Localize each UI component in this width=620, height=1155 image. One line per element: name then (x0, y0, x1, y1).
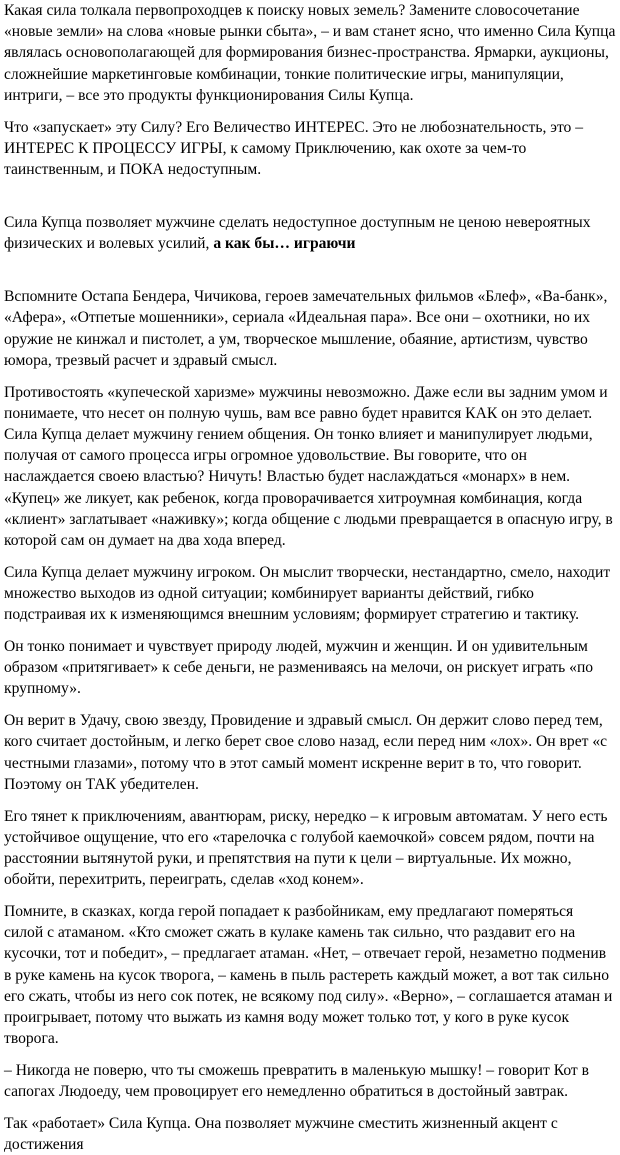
paragraph-10: Помните, в сказках, когда герой попадает к разбойникам, ему предлагают померяться силой с атаманом. «Кто сможет сжать в кулаке камень так сильно, что раздавит его на кусочки, тот и победит», – предлагает атаман. «Нет, – отвечает герой, незаметно подменив в руке камень на кусок творога, – камень в пыль растереть каждый может, а вот так сильно его сжать, чтобы из него сок потек, не всякому под силу». «Верно», – соглашается атаман и проигрывает, потому что выжать из камня воду может только тот, у кого в руке кусок творога. (4, 903, 613, 1048)
paragraph-3 (4, 212, 616, 254)
paragraph-6: Сила Купца делает мужчину игроком. Он мыслит творчески, нестандартно, смело, находит множество выходов из одной ситуации; комбинирует варианты действий, гибко подстраивая их к изменяющимся внешним условиям; формирует стратегию и тактику. (4, 563, 611, 624)
document-page (4, 0, 616, 1154)
paragraph-9: Его тянет к приключениям, авантюрам, риску, нередко – к игровым автоматам. У него есть устойчивое ощущение, что его «тарелочка с голубой каемочкой» совсем рядом, почти на расстоянии вытянутой руки, и препятствия на пути к цели – виртуальные. Их можно, обойти, перехитрить, переиграть, сделав «ход конем». (4, 807, 608, 889)
paragraph-3-text: Сила Купца позволяет мужчине сделать недоступное доступным не ценою невероятных физических и волевых усилий, (4, 214, 591, 253)
paragraph-4: Вспомните Остапа Бендера, Чичикова, героев замечательных фильмов «Блеф», «Ва-банк», «Афера», «Отпетые мошенники», сериала «Идеальная пара». Все они – охотники, но их оружие не кинжал и пистолет, а ум, творческое мышление, обаяние, артистизм, чувство юмора, трезвый расчет и здравый смысл. (4, 288, 608, 369)
paragraph-12: Так «работает» Сила Купца. Она позволяет мужчине сместить жизненный акцент с достижения (4, 1115, 558, 1154)
paragraph-2: Что «запускает» эту Силу? Его Величество ИНТЕРЕС. Это не любознательность, это – ИНТЕРЕС К ПРОЦЕССУ ИГРЫ, к самому Приключению, как охоте за чем-то таинственным, и ПОКА недоступным. (4, 118, 584, 179)
paragraph-5: Противостоять «купеческой харизме» мужчины невозможно. Даже если вы задним умом и понимаете, что несет он полную чушь, вам все равно будет нравится КАК он это делает. Сила Купца делает мужчину гением общения. Он тонко влияет и манипулирует людьми, получая от самого процесса игры огромное удовольствие. Вы говорите, что он наслаждается своею властью? Ничуть! Властью будет наслаждаться «монарх» в нем. «Купец» же ликует, как ребенок, когда проворачивается хитроумная комбинация, когда «клиент» заглатывает «наживку»; когда общение с людьми превращается в опасную игру, в которой сам он думает на два хода вперед. (4, 383, 613, 550)
paragraph-3-bold-text: а как бы… играючи (213, 235, 356, 253)
paragraph-7: Он тонко понимает и чувствует природу людей, мужчин и женщин. И он удивительным образом «притягивает» к себе деньги, не размениваясь на мелочи, он рискует играть «по крупному». (4, 638, 594, 698)
paragraph-1: Какая сила толкала первопроходцев к поиску новых земель? Замените словосочетание «новые земли» на слова «новые рынки сбыта», – и вам станет ясно, что именно Сила Купца являлась основополагающей для формирования бизнес-пространства. Ярмарки, аукционы, сложнейшие маркетинговые комбинации, тонкие политические игры, манипуляции, интриги, – все это продукты функционирования Силы Купца. (4, 2, 616, 104)
paragraph-11: – Никогда не поверю, что ты сможешь превратить в маленькую мышку! – говорит Кот в сапогах Людоеду, чем провоцирует его немедленно обратиться в достойный завтрак. (4, 1062, 589, 1101)
paragraph-8: Он верит в Удачу, свою звезду, Провидение и здравый смысл. Он держит слово перед тем, кого считает достойным, и легко берет свое слово назад, если перед ним «лох». Он врет «с честными глазами», потому что в этот самый момент искренне верит в то, что говорит. Поэтому он ТАК убедителен. (4, 712, 608, 793)
